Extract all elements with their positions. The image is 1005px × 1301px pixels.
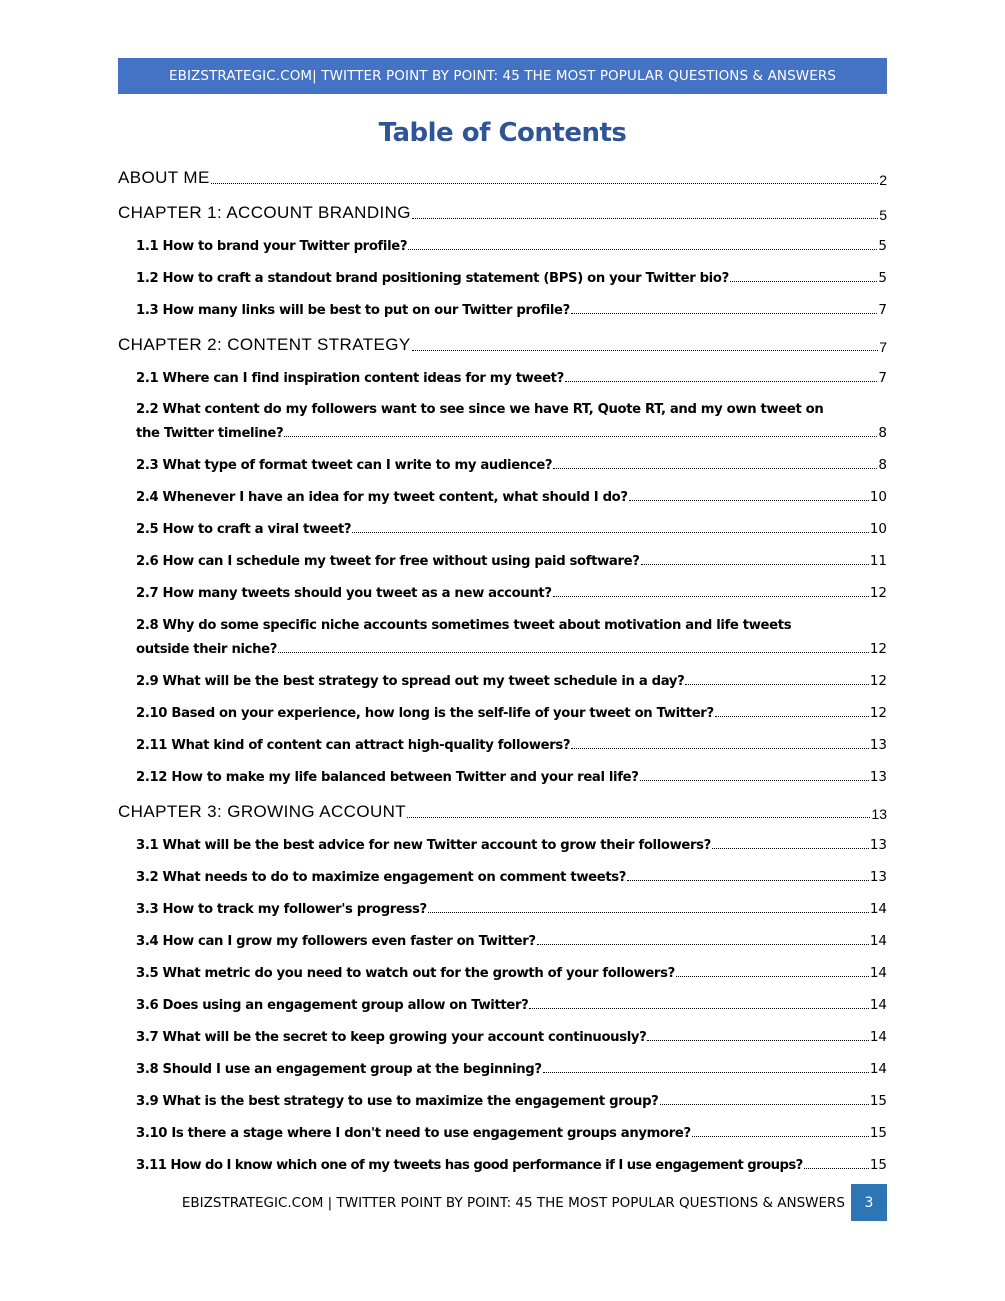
- dot-leader: [537, 944, 869, 945]
- toc-entry-3-4[interactable]: [136, 933, 887, 949]
- page-number: 3: [851, 1184, 887, 1221]
- toc-entry-label: 3.10 Is there a stage where I don't need to use engagement groups anymore?: [136, 1126, 691, 1141]
- toc-entry-3-1[interactable]: [136, 837, 887, 853]
- toc-entry-label: 2.10 Based on your experience, how long is the self-life of your tweet on Twitter?: [136, 706, 714, 721]
- toc-entry-label: 2.8 Why do some specific niche accounts sometimes tweet about motivation and life tweets: [136, 618, 792, 633]
- toc-entry-chapter-3[interactable]: [118, 802, 887, 822]
- toc-entry-page: 13: [869, 869, 887, 885]
- toc-entry-3-10[interactable]: [136, 1125, 887, 1141]
- toc-entry-2-11[interactable]: [136, 737, 887, 753]
- toc-entry-2-9[interactable]: [136, 673, 887, 689]
- toc-entry-page: 2: [879, 172, 887, 188]
- toc-entry-label: 3.5 What metric do you need to watch out for the growth of your followers?: [136, 966, 675, 981]
- toc-entry-page: 12: [869, 705, 887, 721]
- toc-entry-page: 12: [869, 641, 887, 657]
- toc-entry-label: 2.9 What will be the best strategy to spread out my tweet schedule in a day?: [136, 674, 685, 689]
- toc-entry-2-10[interactable]: [136, 705, 887, 721]
- toc-entry-page: 5: [878, 270, 887, 286]
- dot-leader: [412, 350, 879, 351]
- toc-entry-3-5[interactable]: [136, 965, 887, 981]
- dot-leader: [685, 684, 868, 685]
- toc-entry-page: 15: [869, 1093, 887, 1109]
- toc-entry-page: 10: [869, 521, 887, 537]
- toc-entry-label: 3.9 What is the best strategy to use to maximize the engagement group?: [136, 1094, 659, 1109]
- toc-entry-page: 7: [878, 302, 887, 318]
- toc-entry-page: 11: [869, 553, 887, 569]
- toc-entry-2-3[interactable]: [136, 457, 887, 473]
- toc-entry-label: ABOUT ME: [118, 168, 210, 187]
- toc-entry-3-6[interactable]: [136, 997, 887, 1013]
- dot-leader: [627, 880, 869, 881]
- toc-entry-label: CHAPTER 1: ACCOUNT BRANDING: [118, 203, 411, 222]
- toc-entry-2-5[interactable]: [136, 521, 887, 537]
- toc-entry-label: CHAPTER 3: GROWING ACCOUNT: [118, 802, 407, 821]
- dot-leader: [352, 532, 869, 533]
- dot-leader: [553, 596, 869, 597]
- toc-entry-1-2[interactable]: [136, 270, 887, 286]
- dot-leader: [571, 313, 877, 314]
- dot-leader: [571, 748, 869, 749]
- toc-entry-3-9[interactable]: [136, 1093, 887, 1109]
- toc-entry-page: 14: [869, 901, 887, 917]
- toc-entry-label: 2.1 Where can I find inspiration content ideas for my tweet?: [136, 371, 564, 386]
- toc-entry-page: 14: [869, 1061, 887, 1077]
- dot-leader: [712, 848, 869, 849]
- toc-entry-page: 10: [869, 489, 887, 505]
- toc-entry-3-8[interactable]: [136, 1061, 887, 1077]
- toc-entry-page: 14: [869, 1029, 887, 1045]
- toc-entry-page: 7: [879, 339, 887, 355]
- dot-leader: [529, 1008, 868, 1009]
- dot-leader: [412, 218, 878, 219]
- toc-entry-2-1[interactable]: [136, 370, 887, 386]
- toc-entry-2-7[interactable]: [136, 585, 887, 601]
- toc-entry-label: 3.2 What needs to do to maximize engagement on comment tweets?: [136, 870, 627, 885]
- toc-entry-label: 1.3 How many links will be best to put on our Twitter profile?: [136, 303, 570, 318]
- toc-entry-label: 2.5 How to craft a viral tweet?: [136, 522, 352, 537]
- toc-entry-2-4[interactable]: [136, 489, 887, 505]
- toc-entry-page: 5: [879, 207, 887, 223]
- toc-entry-label: CHAPTER 2: CONTENT STRATEGY: [118, 335, 411, 354]
- toc-entry-page: 12: [869, 673, 887, 689]
- running-footer: [118, 1184, 887, 1221]
- toc-entry-label: 3.8 Should I use an engagement group at the beginning?: [136, 1062, 542, 1077]
- dot-leader: [692, 1136, 869, 1137]
- dot-leader: [407, 817, 870, 818]
- toc-entry-2-2[interactable]: [136, 402, 887, 441]
- toc-entry-chapter-1[interactable]: [118, 203, 887, 223]
- toc-entry-3-7[interactable]: [136, 1029, 887, 1045]
- toc-entry-2-8[interactable]: [136, 618, 887, 657]
- dot-leader: [211, 183, 879, 184]
- page-title: Table of Contents: [378, 118, 627, 148]
- footer-text: EBIZSTRATEGIC.COM | TWITTER POINT BY POINT: 45 THE MOST POPULAR QUESTIONS & ANSWERS: [181, 1194, 845, 1211]
- toc-entry-3-2[interactable]: [136, 869, 887, 885]
- dot-leader: [676, 976, 869, 977]
- toc-entry-page: 15: [869, 1157, 887, 1173]
- dot-leader: [543, 1072, 869, 1073]
- toc-entry-label: 2.3 What type of format tweet can I write to my audience?: [136, 458, 553, 473]
- toc-entry-2-6[interactable]: [136, 553, 887, 569]
- toc-entry-label: 2.6 How can I schedule my tweet for free without using paid software?: [136, 554, 640, 569]
- toc-entry-page: 5: [878, 238, 887, 254]
- dot-leader: [660, 1104, 869, 1105]
- toc-entry-page: 14: [869, 933, 887, 949]
- dot-leader: [278, 652, 869, 653]
- dot-leader: [284, 436, 877, 437]
- toc-entry-1-3[interactable]: [136, 302, 887, 318]
- toc-entry-page: 15: [869, 1125, 887, 1141]
- toc-entry-about-me[interactable]: [118, 168, 887, 188]
- toc-entry-label: 3.7 What will be the secret to keep growing your account continuously?: [136, 1030, 647, 1045]
- toc-entry-3-3[interactable]: [136, 901, 887, 917]
- toc-entry-label: 2.7 How many tweets should you tweet as a new account?: [136, 586, 552, 601]
- dot-leader: [565, 381, 877, 382]
- toc-entry-label: 1.2 How to craft a standout brand positioning statement (BPS) on your Twitter bio?: [136, 271, 729, 286]
- toc-entry-page: 8: [878, 425, 887, 441]
- dot-leader: [553, 468, 877, 469]
- toc-entry-page: 14: [869, 965, 887, 981]
- toc-entry-label: 3.1 What will be the best advice for new Twitter account to grow their followers?: [136, 838, 711, 853]
- dot-leader: [640, 780, 869, 781]
- toc-entry-label: 3.4 How can I grow my followers even faster on Twitter?: [136, 934, 536, 949]
- dot-leader: [730, 281, 878, 282]
- dot-leader: [641, 564, 869, 565]
- dot-leader: [428, 912, 869, 913]
- toc-entry-page: 13: [869, 837, 887, 853]
- running-header: EBIZSTRATEGIC.COM| TWITTER POINT BY POINT: 45 THE MOST POPULAR QUESTIONS & ANSWERS: [118, 58, 887, 94]
- toc-entry-label-continued: the Twitter timeline?: [136, 426, 284, 441]
- toc-entry-page: 13: [869, 769, 887, 785]
- dot-leader: [408, 249, 877, 250]
- toc-entry-page: 12: [869, 585, 887, 601]
- toc-entry-page: 13: [871, 806, 887, 822]
- toc-entry-label: 2.12 How to make my life balanced between Twitter and your real life?: [136, 770, 639, 785]
- toc-entry-label: 3.6 Does using an engagement group allow on Twitter?: [136, 998, 529, 1013]
- toc-entry-label-continued: outside their niche?: [136, 642, 278, 657]
- toc-entry-label: 2.4 Whenever I have an idea for my tweet content, what should I do?: [136, 490, 628, 505]
- toc-entry-label: 3.3 How to track my follower's progress?: [136, 902, 427, 917]
- toc-entry-1-1[interactable]: [136, 238, 887, 254]
- toc-entry-page: 13: [869, 737, 887, 753]
- toc-entry-label: 2.2 What content do my followers want to see since we have RT, Quote RT, and my own tweet on: [136, 402, 824, 417]
- dot-leader: [629, 500, 869, 501]
- toc-entry-page: 14: [869, 997, 887, 1013]
- toc-entry-label: 2.11 What kind of content can attract high-quality followers?: [136, 738, 571, 753]
- dot-leader: [647, 1040, 868, 1041]
- toc-entry-3-11[interactable]: [136, 1157, 887, 1173]
- toc-entry-page: 7: [878, 370, 887, 386]
- toc-entry-2-12[interactable]: [136, 769, 887, 785]
- toc-entry-chapter-2[interactable]: [118, 335, 887, 355]
- toc-entry-label: 1.1 How to brand your Twitter profile?: [136, 239, 408, 254]
- toc-entry-label: 3.11 How do I know which one of my tweets has good performance if I use engagement groups?: [136, 1158, 803, 1173]
- toc-entry-page: 8: [878, 457, 887, 473]
- dot-leader: [715, 716, 869, 717]
- dot-leader: [804, 1168, 869, 1169]
